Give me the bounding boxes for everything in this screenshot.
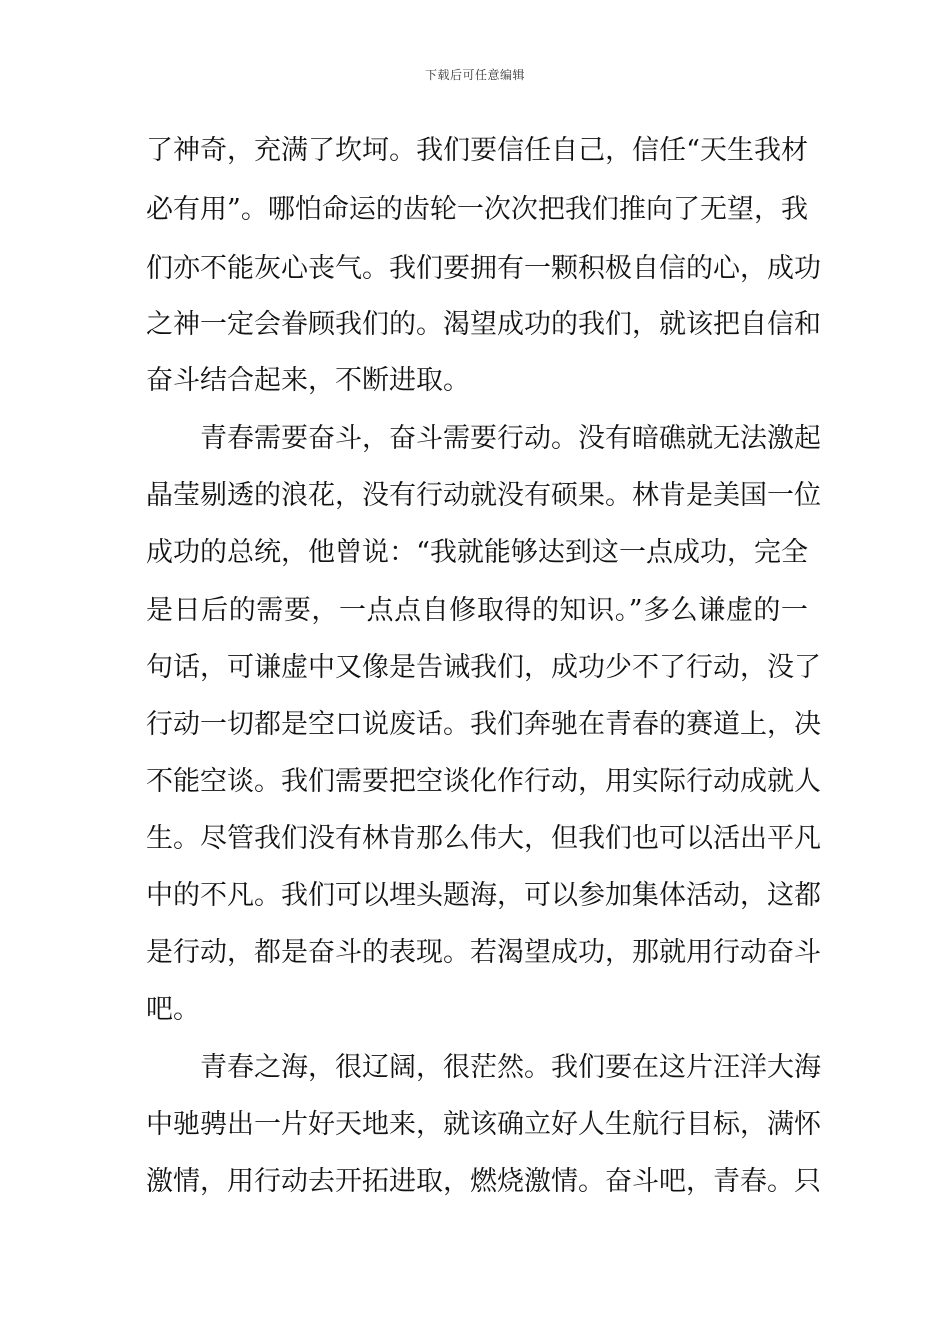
text-line: 激情，用行动去开拓进取，燃烧激情。奋斗吧，青春。只	[146, 1166, 821, 1197]
text-line: 青春需要奋斗，奋斗需要行动。没有暗礁就无法激起	[146, 423, 821, 454]
text-line: 之神一定会眷顾我们的。渴望成功的我们，就该把自信和	[146, 309, 821, 340]
text-line: 了神奇，充满了坎坷。我们要信任自己，信任“天生我材	[146, 135, 808, 166]
text-line: 不能空谈。我们需要把空谈化作行动，用实际行动成就人	[146, 766, 821, 797]
text-line: 们亦不能灰心丧气。我们要拥有一颗积极自信的心，成功	[146, 253, 821, 284]
text-line: 成功的总统，他曾说：“我就能够达到这一点成功，完全	[146, 537, 808, 568]
text-line: 奋斗结合起来，不断进取。	[146, 365, 470, 396]
text-line: 吧。	[146, 994, 200, 1025]
text-line: 必有用”。哪怕命运的齿轮一次次把我们推向了无望，我	[146, 194, 808, 225]
text-line: 中驰骋出一片好天地来，就该确立好人生航行目标，满怀	[146, 1109, 821, 1140]
page-header: 下载后可任意编辑	[424, 68, 525, 82]
text-line: 行动一切都是空口说废话。我们奔驰在青春的赛道上，决	[146, 709, 821, 740]
text-line: 是行动，都是奋斗的表现。若渴望成功，那就用行动奋斗	[146, 937, 821, 968]
text-line: 中的不凡。我们可以埋头题海，可以参加集体活动，这都	[146, 880, 821, 911]
text-line: 是日后的需要，一点点自修取得的知识。”多么谦虚的一	[146, 595, 808, 626]
text-line: 生。尽管我们没有林肯那么伟大，但我们也可以活出平凡	[146, 823, 821, 854]
text-line: 句话，可谦虚中又像是告诫我们，成功少不了行动，没了	[146, 652, 821, 683]
text-line: 晶莹剔透的浪花，没有行动就没有硕果。林肯是美国一位	[146, 480, 821, 511]
text-line: 青春之海，很辽阔，很茫然。我们要在这片汪洋大海	[146, 1052, 821, 1083]
